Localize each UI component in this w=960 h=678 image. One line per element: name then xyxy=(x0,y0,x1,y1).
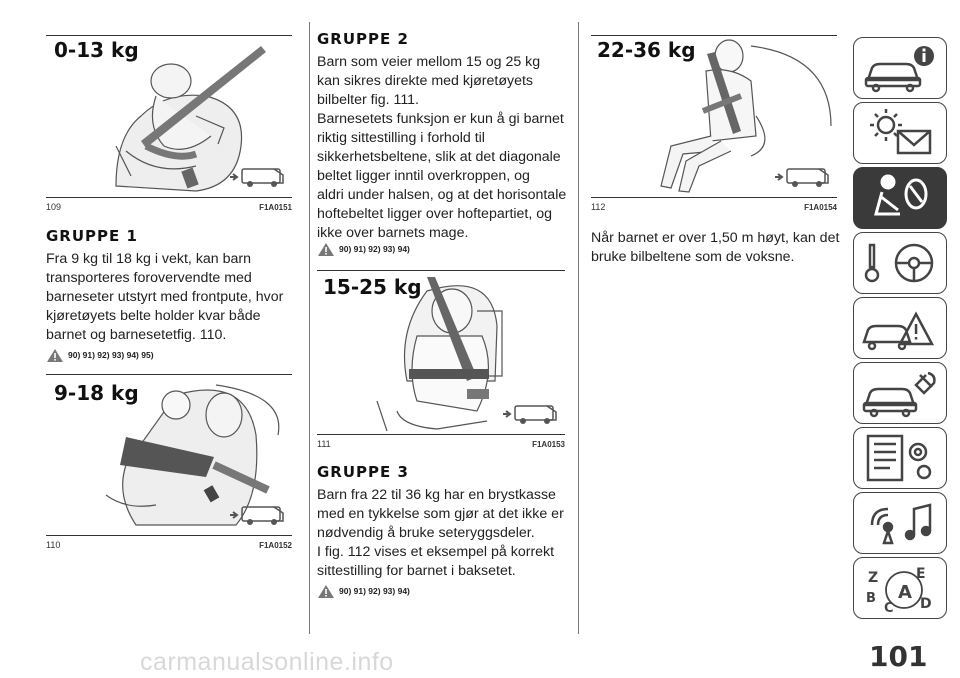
watermark: carmanualsonline.info xyxy=(140,648,394,676)
text-line: med en tykkelse som gjør at det ikke er xyxy=(317,506,564,522)
svg-text:B: B xyxy=(866,591,876,606)
col3-text xyxy=(591,229,839,267)
figure-title: 15-25 kg xyxy=(323,275,422,299)
figure-number: 112 xyxy=(591,202,606,212)
figure-code: F1A0153 xyxy=(532,440,565,449)
gruppe3-text xyxy=(317,486,564,581)
van-icon xyxy=(773,163,833,191)
gruppe2-warning xyxy=(317,242,410,257)
text-line: Barn fra 22 til 36 kg har en brystkasse xyxy=(317,487,556,503)
text-line: Barn som veier mellom 15 og 25 kg xyxy=(317,54,541,70)
car-service-icon xyxy=(858,365,942,421)
figure-title: 22-36 kg xyxy=(597,38,696,62)
warning-lights-icon xyxy=(858,105,942,161)
tab-technical-data[interactable] xyxy=(853,427,947,489)
text-line: barneseter utstyrt med frontpute, hvor xyxy=(46,289,284,305)
multimedia-icon xyxy=(858,495,942,551)
figure-109 xyxy=(46,35,292,212)
steering-wheel-icon xyxy=(858,235,942,291)
text-line: bruke bilbeltene som de voksne. xyxy=(591,249,795,265)
gruppe3-heading: GRUPPE 3 xyxy=(317,463,409,481)
text-line: aldri under halsen, og at det horisontale xyxy=(317,187,567,203)
technical-data-icon xyxy=(858,430,942,486)
svg-text:A: A xyxy=(898,582,912,603)
column-divider xyxy=(309,22,310,634)
road-emergency-icon xyxy=(858,300,942,356)
figure-111 xyxy=(317,270,565,449)
text-line: nødvendig å bruke seteryggsdeler. xyxy=(317,525,535,541)
figure-112 xyxy=(591,35,837,212)
safety-airbag-icon xyxy=(858,170,942,226)
text-line: hoftebeltet ligger over hoftepartiet, og xyxy=(317,206,553,222)
gruppe2-heading: GRUPPE 2 xyxy=(317,30,409,48)
warning-refs: 90) 91) 92) 93) 94) xyxy=(339,585,410,596)
warning-triangle-icon xyxy=(317,242,335,257)
text-line: kjøretøyets belte holder kvar både xyxy=(46,308,261,324)
gruppe1-text xyxy=(46,250,283,345)
svg-text:C: C xyxy=(884,601,894,616)
text-line: Når barnet er over 1,50 m høyt, kan det xyxy=(591,230,840,246)
gruppe1-warning xyxy=(46,348,154,363)
figure-code: F1A0151 xyxy=(259,203,292,212)
text-line: transporteres forovervendte med xyxy=(46,270,252,286)
tab-multimedia[interactable] xyxy=(853,492,947,554)
figure-number: 110 xyxy=(46,540,61,550)
text-line: barnet og barnesetetfig. 110. xyxy=(46,327,227,343)
text-line: kan sikres direkte med kjøretøyets xyxy=(317,73,534,89)
tab-driving[interactable] xyxy=(853,232,947,294)
tab-warning-lights[interactable] xyxy=(853,102,947,164)
gruppe3-warning xyxy=(317,584,410,599)
gruppe1-heading: GRUPPE 1 xyxy=(46,227,138,245)
svg-text:Z: Z xyxy=(868,570,879,586)
text-line: Fra 9 kg til 18 kg i vekt, kan barn xyxy=(46,251,252,267)
figure-number: 109 xyxy=(46,202,62,212)
figure-code: F1A0152 xyxy=(259,541,292,550)
tab-index[interactable] xyxy=(853,557,947,619)
gruppe2-text xyxy=(317,53,566,243)
figure-110 xyxy=(46,374,292,550)
svg-text:E: E xyxy=(916,566,926,582)
figure-title: 0-13 kg xyxy=(54,38,139,62)
car-info-icon xyxy=(858,40,942,96)
text-line: ikke over barnets mage. xyxy=(317,225,469,241)
warning-triangle-icon xyxy=(317,584,335,599)
text-line: beltet ligger inntil overkroppen, og xyxy=(317,168,530,184)
figure-number: 111 xyxy=(317,439,331,449)
tab-emergency[interactable] xyxy=(853,297,947,359)
tab-car-info[interactable] xyxy=(853,37,947,99)
figure-code: F1A0154 xyxy=(804,203,837,212)
warning-refs: 90) 91) 92) 93) 94) xyxy=(339,243,410,254)
text-line: sittestilling for barnet i baksetet. xyxy=(317,563,516,579)
tab-service[interactable] xyxy=(853,362,947,424)
van-icon xyxy=(501,400,561,428)
text-line: bilbelter fig. 111. xyxy=(317,92,419,108)
warning-triangle-icon xyxy=(46,348,64,363)
page-number: 101 xyxy=(869,640,928,673)
svg-text:D: D xyxy=(920,596,932,612)
tab-safety[interactable] xyxy=(853,167,947,229)
figure-title: 9-18 kg xyxy=(54,381,139,405)
text-line: sikkerhetsbeltene, slik at det diagonale xyxy=(317,149,561,165)
column-divider xyxy=(578,22,579,634)
van-icon xyxy=(228,163,288,191)
text-line: Barnesetets funksjon er kun å gi barnet xyxy=(317,111,564,127)
text-line: I fig. 112 vises et eksempel på korrekt xyxy=(317,544,555,560)
alphabetical-index-icon xyxy=(858,560,942,616)
van-icon xyxy=(228,501,288,529)
text-line: riktig sittestilling i forhold til xyxy=(317,130,485,146)
warning-refs: 90) 91) 92) 93) 94) 95) xyxy=(68,349,154,360)
